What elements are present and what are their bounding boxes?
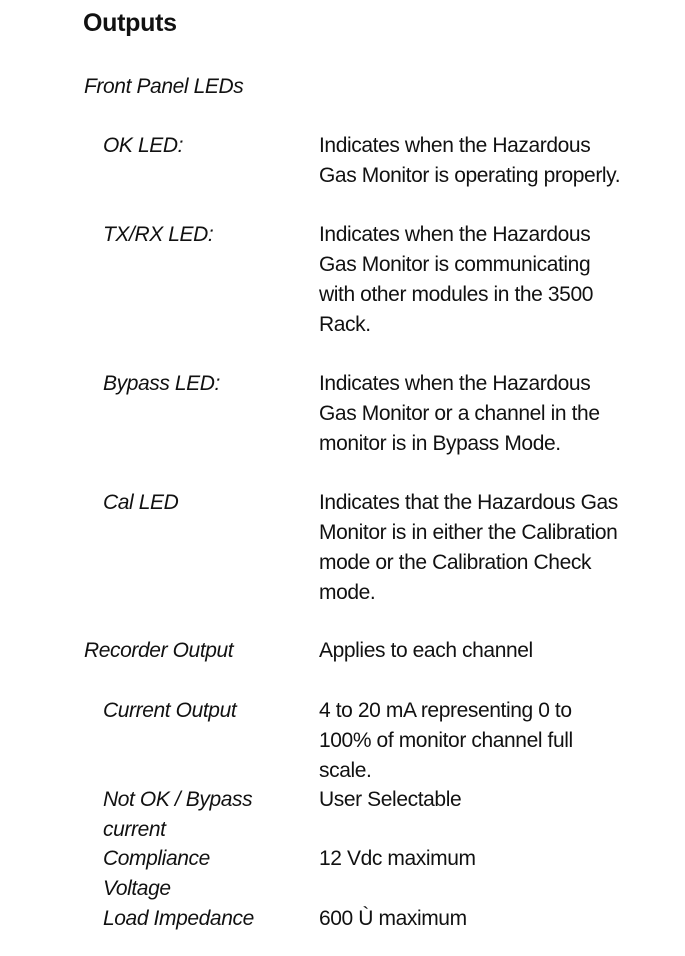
current-output-description xyxy=(319,696,573,786)
bypass-led-label: Bypass LED: xyxy=(103,372,220,395)
label-line: Current Output xyxy=(103,699,237,722)
description-line: scale. xyxy=(319,759,372,782)
load-impedance-label xyxy=(103,904,254,934)
label-line: Voltage xyxy=(103,877,171,900)
recorder-output-title: Recorder Output xyxy=(84,639,234,662)
description-line: 100% of monitor channel full xyxy=(319,729,573,752)
description-line: Indicates when the Hazardous xyxy=(319,372,591,395)
txrx-led-description xyxy=(319,220,593,340)
label-line: Load Impedance xyxy=(103,907,254,930)
description-line: mode or the Calibration Check xyxy=(319,551,592,574)
description-line: 12 Vdc maximum xyxy=(319,847,476,870)
page-heading: Outputs xyxy=(83,9,177,37)
description-line: Gas Monitor is operating properly. xyxy=(319,164,621,187)
description-line: Indicates that the Hazardous Gas xyxy=(319,491,618,514)
label-line: Compliance xyxy=(103,847,210,870)
description-line: Indicates when the Hazardous xyxy=(319,134,591,157)
description-line: mode. xyxy=(319,581,376,604)
not-ok-bypass-label xyxy=(103,785,252,845)
recorder-output-description: Applies to each channel xyxy=(319,639,533,662)
compliance-voltage-label xyxy=(103,844,210,904)
cal-led-description xyxy=(319,488,618,608)
load-impedance-description xyxy=(319,904,467,934)
bypass-led-description xyxy=(319,369,600,459)
description-line: User Selectable xyxy=(319,788,462,811)
description-line: with other modules in the 3500 xyxy=(319,283,594,306)
label-line: Not OK / Bypass xyxy=(103,788,253,811)
not-ok-bypass-description xyxy=(319,785,461,815)
description-line: Rack. xyxy=(319,313,371,336)
ok-led-label: OK LED: xyxy=(103,134,184,157)
current-output-label xyxy=(103,696,236,726)
cal-led-label: Cal LED xyxy=(103,491,179,514)
description-line: Indicates when the Hazardous xyxy=(319,223,591,246)
description-line: 600 Ù maximum xyxy=(319,907,467,930)
compliance-voltage-description xyxy=(319,844,476,874)
description-line: Gas Monitor or a channel in the xyxy=(319,402,600,425)
description-line: Monitor is in either the Calibration xyxy=(319,521,618,544)
front-panel-leds-title: Front Panel LEDs xyxy=(84,75,244,98)
ok-led-description xyxy=(319,131,620,191)
description-line: monitor is in Bypass Mode. xyxy=(319,432,561,455)
label-line: current xyxy=(103,818,166,841)
txrx-led-label: TX/RX LED: xyxy=(103,223,214,246)
description-line: 4 to 20 mA representing 0 to xyxy=(319,699,572,722)
description-line: Gas Monitor is communicating xyxy=(319,253,591,276)
